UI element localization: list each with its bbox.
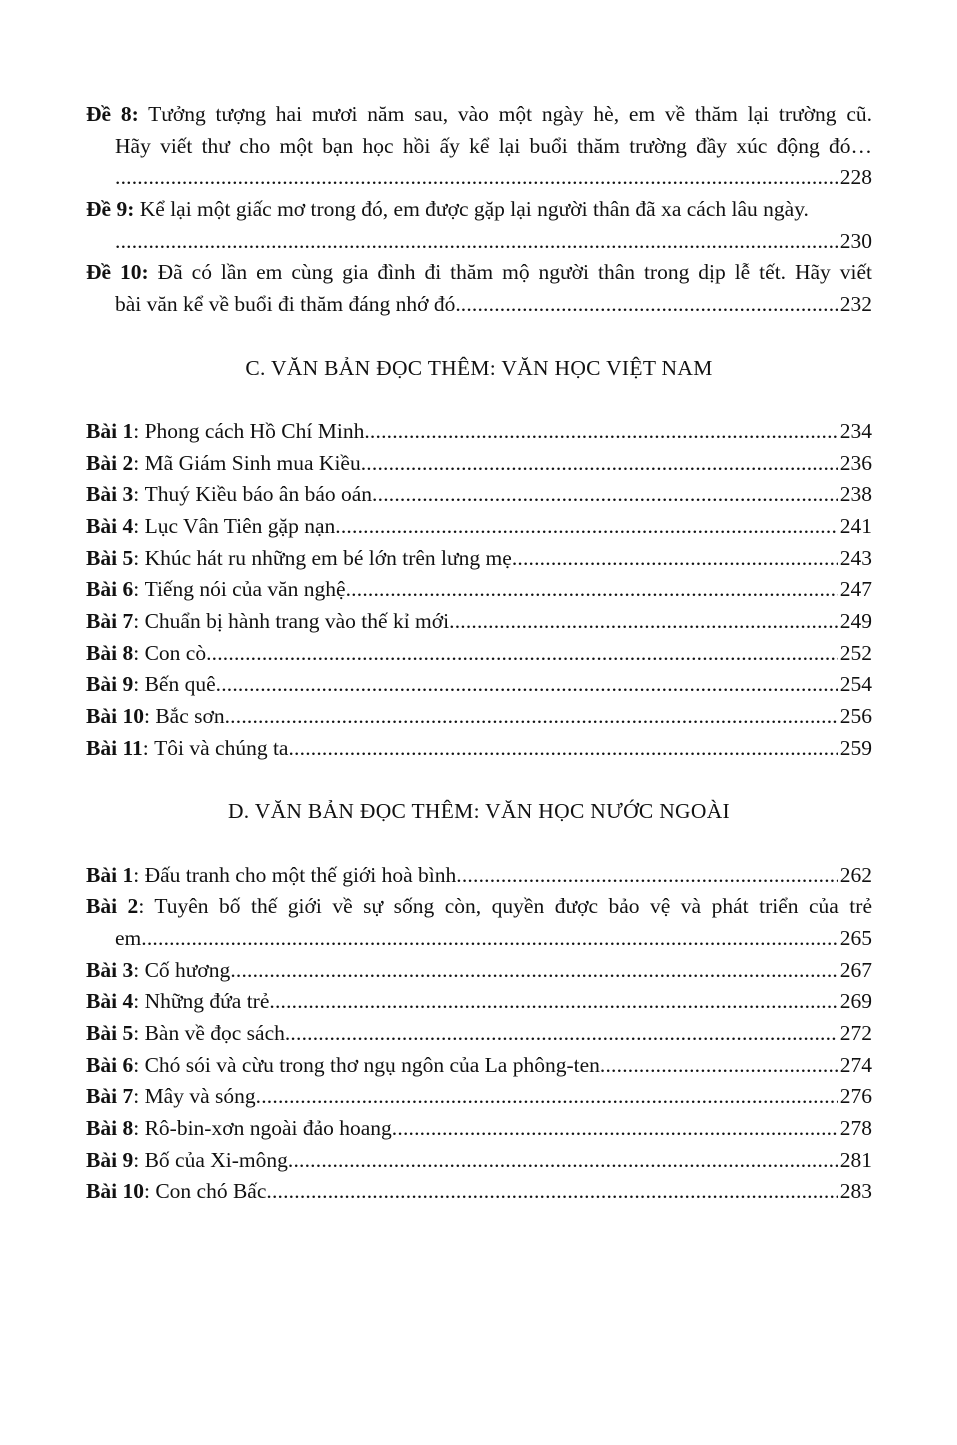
dot-leader xyxy=(288,733,837,765)
dot-leader xyxy=(230,955,837,987)
table-of-contents xyxy=(86,99,872,1208)
entry-label: Bài 5 xyxy=(86,545,134,570)
dot-leader xyxy=(364,416,837,448)
entry-colon: : xyxy=(133,577,145,602)
entry-label: Bài 7 xyxy=(86,1084,134,1109)
entry-title: Lục Vân Tiên gặp nạn xyxy=(144,513,336,538)
entry-title: Tôi và chúng ta xyxy=(154,735,289,760)
toc-entry[interactable] xyxy=(86,448,872,480)
toc-entry[interactable] xyxy=(86,1113,872,1145)
entry-colon: : xyxy=(133,989,145,1014)
dot-leader xyxy=(512,543,838,575)
page-number: 274 xyxy=(839,1052,872,1077)
entry-title: Rô-bin-xơn ngoài đảo hoang xyxy=(144,1116,392,1140)
entry-title: Những đứa trẻ xyxy=(144,989,270,1014)
toc-entry[interactable] xyxy=(86,606,872,638)
entry-label: Bài 11 xyxy=(86,735,143,760)
entry-label: Bài 1 xyxy=(86,862,134,887)
toc-entry[interactable] xyxy=(86,1176,872,1208)
toc-entry[interactable]: Đề 9 : Kể lại một giấc mơ trong đó, em được gặp lại người thân đã xa cách lâu ngày. xyxy=(86,194,872,226)
toc-entry[interactable] xyxy=(86,733,872,765)
entry-label: Bài 10 xyxy=(86,1179,144,1204)
page-number: 262 xyxy=(839,862,872,887)
entry-colon: : xyxy=(133,482,145,507)
dot-leader xyxy=(456,860,837,892)
toc-entry[interactable] xyxy=(86,416,872,448)
dot-leader xyxy=(115,162,838,194)
page-number: 283 xyxy=(839,1179,872,1204)
entry-colon: : xyxy=(133,418,145,443)
entry-label: Bài 2 xyxy=(86,450,134,475)
toc-entry[interactable] xyxy=(86,701,872,733)
entry-title-continued: em xyxy=(115,925,142,950)
dot-leader xyxy=(346,574,838,606)
entry-title: Bắc sơn xyxy=(155,704,225,729)
entry-colon: : xyxy=(133,1052,145,1077)
page-number: 252 xyxy=(839,640,872,665)
page-number: 267 xyxy=(839,957,872,982)
toc-entry[interactable] xyxy=(86,1081,872,1113)
dot-leader xyxy=(288,1145,838,1177)
dot-leader xyxy=(225,701,838,733)
toc-entry[interactable] xyxy=(86,986,872,1018)
entry-label: Bài 4 xyxy=(86,989,134,1014)
dot-leader xyxy=(141,923,837,955)
entry-title: Mã Giám Sinh mua Kiều xyxy=(144,450,361,475)
dot-leader xyxy=(269,986,837,1018)
page-number: 254 xyxy=(839,672,872,697)
entry-title: Con cò xyxy=(144,640,207,665)
page-number: 234 xyxy=(839,418,872,443)
entry-label: Đề 9 xyxy=(86,197,128,222)
entry-label: Bài 9 xyxy=(86,672,134,697)
page-number: 281 xyxy=(839,1147,872,1172)
entry-colon: : xyxy=(133,1147,145,1172)
entry-title: Tưởng tượng hai mươi năm sau, vào một ngày hè, em về thăm lại trường cũ. xyxy=(148,102,872,126)
toc-entry[interactable] xyxy=(86,1050,872,1082)
entry-title: Phong cách Hồ Chí Minh xyxy=(144,418,365,443)
entry-title: Chó sói và cừu trong thơ ngụ ngôn của La phông-ten xyxy=(144,1052,600,1077)
entry-title: Bến quê xyxy=(144,672,216,697)
dot-leader xyxy=(335,511,837,543)
page-number: 230 xyxy=(839,228,872,253)
entry-colon: : xyxy=(133,513,145,538)
entry-title: Chuẩn bị hành trang vào thế kỉ mới xyxy=(144,609,450,633)
entry-title: Tuyên bố thế giới về sự sống còn, quyền được bảo vệ và phát triển của trẻ xyxy=(154,894,872,919)
entry-colon: : xyxy=(133,545,145,570)
toc-entry[interactable] xyxy=(86,543,872,575)
dot-leader xyxy=(266,1176,837,1208)
entry-label: Bài 10 xyxy=(86,704,144,729)
page-number: 247 xyxy=(839,577,872,602)
toc-entry[interactable]: Đề 10: Đã có lần em cùng gia đình đi thăm mộ người thân trong dịp lễ tết. Hãy viết xyxy=(86,260,873,285)
entry-title: Bàn về đọc sách xyxy=(144,1020,285,1045)
entry-label: Bài 5 xyxy=(86,1020,134,1045)
page-number: 272 xyxy=(839,1020,872,1045)
page-number: 243 xyxy=(839,545,872,570)
entry-title: Mây và sóng xyxy=(144,1084,256,1109)
dot-leader xyxy=(115,226,838,258)
entry-title: Kể lại một giấc mơ trong đó, em được gặp lại người thân đã xa cách lâu ngày. xyxy=(139,197,809,222)
page-number: 256 xyxy=(839,704,872,729)
entry-title: Con chó Bấc xyxy=(155,1179,267,1204)
entry-continuation xyxy=(86,923,872,955)
entry-colon: : xyxy=(133,640,145,665)
entry-colon: : xyxy=(133,672,145,697)
entry-label: Bài 2 xyxy=(86,894,139,919)
entry-label: Bài 9 xyxy=(86,1147,134,1172)
entry-label: Bài 6 xyxy=(86,577,134,602)
page-number: 228 xyxy=(839,165,872,190)
entry-colon: : xyxy=(133,957,145,982)
entry-title: Đấu tranh cho một thế giới hoà bình xyxy=(144,862,457,887)
dot-leader xyxy=(449,606,838,638)
entry-label: Đề 8 xyxy=(86,102,132,126)
dot-leader xyxy=(216,669,838,701)
toc-entry[interactable] xyxy=(86,669,872,701)
entry-colon: : xyxy=(133,1084,145,1109)
entry-label: Bài 7 xyxy=(86,609,134,633)
dot-leader xyxy=(372,479,838,511)
page-number: 259 xyxy=(839,735,872,760)
entry-title: Khúc hát ru những em bé lớn trên lưng mẹ xyxy=(144,545,512,570)
toc-entry[interactable] xyxy=(86,1018,872,1050)
entry-title: Cố hương xyxy=(144,957,231,982)
entry-title: Tiếng nói của văn nghệ xyxy=(144,577,346,602)
entry-label: Bài 3 xyxy=(86,957,134,982)
dot-leader xyxy=(206,638,838,670)
section-heading-d: D. VĂN BẢN ĐỌC THÊM: VĂN HỌC NƯỚC NGOÀI xyxy=(227,799,730,824)
toc-entry[interactable] xyxy=(86,860,872,892)
entry-label: Bài 1 xyxy=(86,418,134,443)
dot-leader xyxy=(600,1050,838,1082)
page-number: 232 xyxy=(839,292,872,317)
page-number: 249 xyxy=(839,609,872,633)
dot-leader xyxy=(461,289,838,321)
page-number: 276 xyxy=(839,1084,872,1109)
page-number: 241 xyxy=(839,513,872,538)
dot-leader xyxy=(361,448,838,480)
toc-entry[interactable] xyxy=(86,638,872,670)
entry-colon: : xyxy=(142,735,155,760)
toc-entry[interactable]: Bài 2: Tuyên bố thế giới về sự sống còn, quyền được bảo vệ và phát triển của trẻ xyxy=(86,894,872,919)
entry-label: Bài 8 xyxy=(86,640,134,665)
section-heading-c: C. VĂN BẢN ĐỌC THÊM: VĂN HỌC VIỆT NAM xyxy=(245,355,713,380)
entry-label: Bài 3 xyxy=(86,482,134,507)
entry-title: Thuý Kiều báo ân báo oán xyxy=(144,482,373,507)
page-number: 236 xyxy=(839,450,872,475)
entry-colon: : xyxy=(133,450,145,475)
dot-leader xyxy=(285,1018,838,1050)
toc-entry[interactable] xyxy=(86,511,872,543)
page-number: 238 xyxy=(839,482,872,507)
entry-label: Bài 8 xyxy=(86,1116,134,1140)
toc-entry[interactable] xyxy=(86,1145,872,1177)
entry-colon: : xyxy=(143,1179,156,1204)
entry-title: Đã có lần em cùng gia đình đi thăm mộ người thân trong dịp lễ tết. Hãy viết xyxy=(157,260,873,285)
entry-colon: : xyxy=(143,704,156,729)
entry-title-continued: bài văn kể về buổi đi thăm đáng nhớ đó. xyxy=(115,292,461,317)
entry-colon: : xyxy=(133,609,145,633)
entry-colon: : xyxy=(133,1020,145,1045)
toc-entry[interactable] xyxy=(86,479,872,511)
entry-colon: : xyxy=(133,1116,145,1140)
page-number: 265 xyxy=(839,925,872,950)
toc-entry[interactable]: Đề 8: Tưởng tượng hai mươi năm sau, vào một ngày hè, em về thăm lại trường cũ. xyxy=(86,102,872,126)
entry-title: Bố của Xi-mông xyxy=(144,1147,288,1172)
entry-label: Đề 10 xyxy=(86,260,142,285)
page-number: 278 xyxy=(839,1116,872,1140)
dot-leader xyxy=(256,1081,838,1113)
page-number: 269 xyxy=(839,989,872,1014)
entry-label: Bài 6 xyxy=(86,1052,134,1077)
entry-colon: : xyxy=(133,862,145,887)
toc-entry[interactable] xyxy=(86,955,872,987)
dot-leader xyxy=(392,1113,838,1145)
entry-title-continued: Hãy viết thư cho một bạn học hồi ấy kể lại buổi thăm trường đầy xúc động đó… xyxy=(115,133,872,158)
toc-entry[interactable] xyxy=(86,574,872,606)
entry-label: Bài 4 xyxy=(86,513,134,538)
